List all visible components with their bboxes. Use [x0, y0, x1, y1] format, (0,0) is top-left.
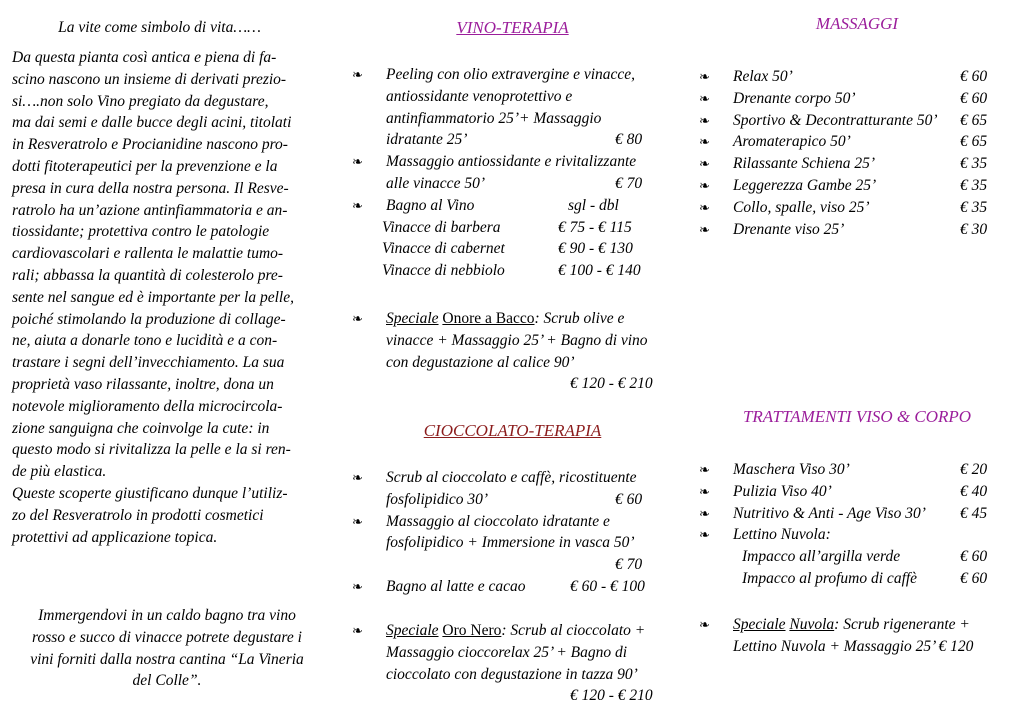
list-item	[697, 175, 997, 197]
price: € 65	[960, 111, 988, 129]
list-item	[697, 197, 997, 219]
intro-heading: La vite come simbolo di vita……	[58, 19, 261, 36]
vinacce-name: Vinacce di cabernet	[382, 240, 505, 258]
intro-line: protettivi ad applicazione topica.	[12, 528, 218, 546]
intro-line: rali; abbassa la quantità di colesterolo pre-	[12, 266, 283, 284]
list-item	[697, 131, 997, 153]
item-name: Maschera Viso 30’	[733, 461, 850, 478]
bullet-icon: ❧	[352, 311, 363, 326]
vinacce-row	[350, 260, 680, 282]
price: € 65	[960, 133, 988, 151]
vinacce-name: Vinacce di nebbiolo	[382, 262, 505, 280]
lettino-item	[697, 568, 997, 590]
intro-line: sente nel sangue ed è importante per la pelle,	[12, 288, 294, 306]
vinacce-row	[350, 238, 680, 260]
intro-line: dotti fitoterapeutici per la prevenzione e la	[12, 157, 278, 175]
intro-line: zo del Resveratrolo in prodotti cosmetici	[12, 506, 264, 524]
price: € 70	[615, 174, 643, 192]
trattamenti-speciale: ❧ Speciale Nuvola: Scrub rigenerante + Lettino Nuvola + Massaggio 25’ € 120	[699, 616, 974, 655]
bullet-icon: ❧	[699, 483, 710, 499]
price: € 120 - € 210	[570, 687, 653, 705]
price: € 100 - € 140	[558, 262, 641, 280]
item-name: Impacco all’argilla verde	[742, 548, 901, 566]
bullet-icon: ❧	[352, 470, 363, 485]
intro-line: Queste scoperte giustificano dunque l’utiliz-	[12, 484, 288, 502]
closing-line: rosso e succo di vinacce potrete degustare i	[32, 628, 302, 646]
list-item	[697, 459, 997, 481]
bullet-icon: ❧	[352, 154, 363, 170]
item-name: Aromaterapico 50’	[733, 133, 851, 151]
trattamenti-list	[697, 459, 997, 590]
price: € 120 - € 210	[570, 375, 653, 393]
vino-title: VINO-TERAPIA	[456, 18, 569, 37]
price: € 20	[960, 461, 988, 478]
bullet-icon: ❧	[699, 90, 710, 106]
price: € 35	[960, 155, 988, 173]
lettino-heading	[697, 524, 997, 546]
list-item	[697, 153, 997, 175]
price: € 40	[960, 482, 988, 500]
intro-line: Da questa pianta così antica e piena di fa-	[12, 49, 277, 66]
list-item	[697, 66, 997, 88]
bullet-icon: ❧	[352, 67, 363, 82]
intro-line: presa in cura della nostra persona. Il Resve-	[12, 179, 289, 197]
intro-line: notevole miglioramento della microcircola-	[12, 397, 283, 415]
vino-peeling-item: ❧ Peeling con olio extravergine e vinacce, antiossidante venoprotettivo e antinfiammatorio 25’+ Massaggio idratante 25’ € 80 ❧ Massaggio antiossidante e rivitalizzante alle vinacce 50’ € 70 ❧ Bagno al Vino sgl - dbl Vinacce di barbera € 75 - € 115 Vinacce di cabernet € 90 - € 130 Vinacce di nebbiolo € 100 - € 140	[350, 64, 680, 282]
lettino-item	[697, 546, 997, 568]
item-name: Collo, spalle, viso 25’	[733, 198, 870, 216]
list-item	[697, 219, 997, 241]
bullet-icon: ❧	[699, 112, 710, 128]
intro-line: si….non solo Vino pregiato da degustare,	[12, 92, 269, 110]
bullet-icon: ❧	[699, 134, 710, 150]
vinacce-row	[350, 217, 680, 239]
vino-speciale: ❧ Speciale Onore a Bacco: Scrub olive e vinacce + Massaggio 25’ + Bagno di vino con degustazione al calice 90’ € 120 - € 210	[350, 308, 680, 395]
item-name: Drenante viso 25’	[733, 220, 845, 238]
price: € 75 - € 115	[558, 218, 632, 236]
list-item	[697, 481, 997, 503]
massaggi-title: MASSAGGI	[815, 14, 899, 33]
item-name: Drenante corpo 50’	[733, 89, 856, 107]
intro-line: de più elastica.	[12, 463, 107, 481]
intro-line: zione sanguigna che coinvolge la cute: in	[12, 419, 270, 437]
trattamenti-title: TRATTAMENTI VISO & CORPO	[742, 407, 972, 426]
price: € 90 - € 130	[558, 240, 633, 258]
closing-text	[12, 605, 322, 692]
bullet-icon: ❧	[352, 623, 363, 638]
price: € 60	[615, 490, 643, 508]
price: € 35	[960, 176, 988, 194]
intro-line: scino nascono un insieme di derivati prezio-	[12, 70, 287, 88]
item-name: Impacco al profumo di caffè	[742, 569, 918, 587]
item-name: Nutritivo & Anti - Age Viso 30’	[733, 504, 926, 522]
item-name: Pulizia Viso 40’	[733, 482, 832, 500]
price: € 35	[960, 198, 988, 216]
bullet-icon: ❧	[699, 527, 710, 543]
price: € 45	[960, 504, 988, 522]
list-item	[697, 88, 997, 110]
price: € 60 - € 100	[570, 577, 645, 595]
intro-line: in Resveratrolo e Procianidine nascono pro-	[12, 136, 288, 154]
item-name: Rilassante Schiena 25’	[733, 155, 876, 173]
price: € 60	[960, 548, 988, 566]
intro-text	[12, 47, 294, 548]
item-name: Relax 50’	[733, 68, 793, 85]
intro-line: ne, aiuta a donarle tono e lucidità e a con-	[12, 332, 278, 350]
price: € 120	[938, 637, 974, 655]
cioccolato-items: ❧ Scrub al cioccolato e caffè, ricostituente fosfolipidico 30’ € 60 ❧ Massaggio al cioccolato idratante e fosfolipidico + Immersione in vasca 50’ € 70 ❧ Bagno al latte e cacao € 60 - € 100	[350, 467, 680, 598]
bullet-icon: ❧	[699, 69, 710, 84]
intro-line: trastare i segni dell’invecchiamento. La sua	[12, 354, 285, 372]
bullet-icon: ❧	[699, 462, 710, 477]
intro-line: ma dai semi e dalle bucce degli acini, titolati	[12, 114, 292, 132]
bullet-icon: ❧	[699, 505, 710, 521]
price: € 30	[960, 220, 988, 238]
list-item	[697, 503, 997, 525]
bullet-icon: ❧	[699, 617, 710, 632]
intro-line: tiossidante; protettiva contro le patologie	[12, 223, 270, 241]
bullet-icon: ❧	[699, 177, 710, 193]
closing-line: vini forniti dalla nostra cantina “La Vineria	[30, 650, 304, 668]
price: € 60	[960, 89, 988, 107]
intro-line: ratrolo ha un’azione antinfiammatoria e an-	[12, 201, 288, 219]
intro-line: questo modo si rivitalizza la pelle e la si ren-	[12, 441, 291, 459]
price: € 70	[615, 556, 643, 574]
item-name: Leggerezza Gambe 25’	[733, 176, 877, 194]
vinacce-name: Vinacce di barbera	[382, 218, 501, 236]
cioccolato-speciale: ❧ Speciale Oro Nero: Scrub al cioccolato + Massaggio cioccorelax 25’ + Bagno di cioccolato con degustazione in tazza 90’ € 120 - € 210	[350, 620, 680, 707]
massaggi-list	[697, 66, 997, 240]
list-item	[697, 110, 997, 132]
bullet-icon: ❧	[699, 221, 710, 237]
price: € 60	[960, 569, 988, 587]
bullet-icon: ❧	[699, 156, 710, 172]
bullet-icon: ❧	[352, 578, 363, 594]
intro-line: cardiovascolari e rallenta le malattie tumo-	[12, 245, 284, 263]
intro-line: proprietà vaso rilassante, inoltre, dona un	[12, 375, 274, 393]
lettino-label: Lettino Nuvola:	[733, 526, 831, 544]
closing-line: del Colle”.	[132, 672, 202, 690]
bullet-icon: ❧	[352, 197, 363, 213]
price: € 80	[615, 131, 643, 149]
price: € 60	[960, 68, 988, 85]
intro-line: poiché stimolando la produzione di collage-	[12, 310, 286, 328]
bullet-icon: ❧	[352, 513, 363, 529]
bullet-icon: ❧	[699, 199, 710, 215]
cioccolato-title: CIOCCOLATO-TERAPIA	[423, 421, 602, 440]
closing-line: Immergendovi in un caldo bagno tra vino	[38, 607, 296, 624]
item-name: Sportivo & Decontratturante 50’	[733, 111, 938, 129]
